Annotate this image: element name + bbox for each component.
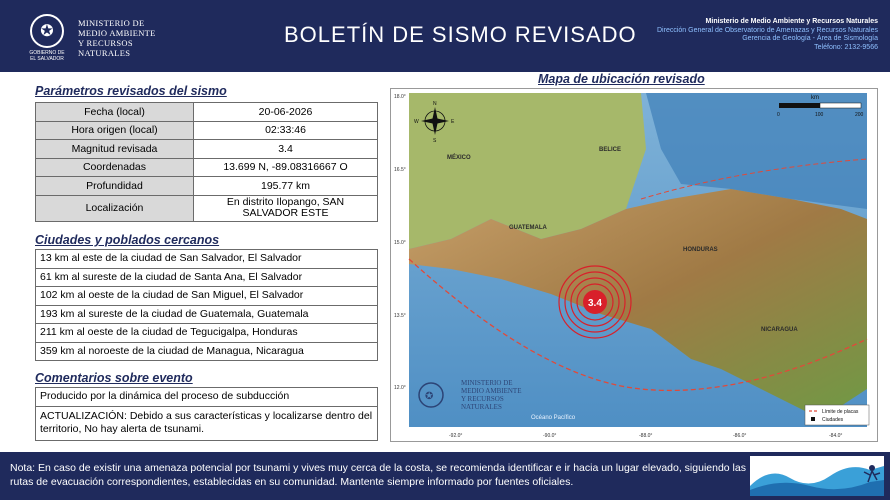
param-value: 195.77 km	[194, 177, 378, 196]
agency-info	[657, 18, 878, 52]
table-row	[36, 103, 378, 122]
comments-section-title: Comentarios sobre evento	[35, 371, 193, 385]
comment-update: ACTUALIZACIÓN: Debido a sus características y localizarse dentro del territorio, No hay alerta de tsunami.	[36, 407, 377, 441]
page-title: BOLETÍN DE SISMO REVISADO	[284, 22, 637, 47]
city-symbol-icon	[811, 417, 815, 421]
param-key: Fecha (local)	[36, 103, 194, 122]
param-key: Coordenadas	[36, 158, 194, 177]
list-item: 211 km al oeste de la ciudad de Tegucigalpa, Honduras	[36, 324, 377, 343]
country-label: HONDURAS	[683, 247, 718, 253]
lat-label: 16.5°	[394, 167, 406, 173]
ministry-line-2: MEDIO AMBIENTE	[78, 28, 156, 38]
list-item: 102 km al oeste de la ciudad de San Miguel, El Salvador	[36, 287, 377, 306]
compass-n: N	[433, 101, 437, 107]
table-row	[36, 140, 378, 159]
lat-label: 12.0°	[394, 385, 406, 391]
agency-line-1: Ministerio de Medio Ambiente y Recursos Naturales	[705, 18, 878, 25]
country-label: GUATEMALA	[509, 225, 547, 231]
location-map	[390, 88, 878, 442]
lon-label: -92.0°	[449, 433, 463, 439]
comment-line: Producido por la dinámica del proceso de subducción	[36, 388, 377, 407]
agency-line-2: Dirección General de Observatorio de Amenazas y Recursos Naturales	[657, 26, 878, 34]
table-row	[36, 177, 378, 196]
cities-list	[35, 249, 378, 361]
lat-label: 13.5°	[394, 313, 406, 319]
scale-unit: km	[811, 95, 819, 101]
table-row	[36, 121, 378, 140]
params-table	[35, 102, 378, 222]
watermark-line-3: Y RECURSOS	[461, 395, 504, 403]
compass-s: S	[433, 138, 437, 144]
param-value: 02:33:46	[194, 121, 378, 140]
map-svg	[391, 89, 877, 441]
lon-label: -84.0°	[829, 433, 843, 439]
lon-label: -86.0°	[733, 433, 747, 439]
watermark-line-1: MINISTERIO DE	[461, 379, 513, 387]
param-key: Localización	[36, 195, 194, 221]
list-item: 193 km al sureste de la ciudad de Guatemala, Guatemala	[36, 306, 377, 325]
agency-line-3: Gerencia de Geología - Área de Sismología	[742, 35, 878, 42]
footer-bar	[0, 452, 890, 500]
map-title: Mapa de ubicación revisado	[538, 72, 705, 86]
tsunami-wave-icon	[750, 456, 884, 496]
country-label: BELICE	[599, 147, 622, 153]
agency-line-4: Teléfono: 2132-9566	[814, 43, 878, 51]
legend-plates: Límite de placas	[822, 409, 859, 415]
government-label	[22, 50, 72, 62]
list-item: 359 km al noroeste de la ciudad de Managua, Nicaragua	[36, 343, 377, 362]
comments-list	[35, 387, 378, 441]
country-label: NICARAGUA	[761, 327, 798, 333]
watermark-line-4: NATURALES	[461, 403, 502, 411]
param-value: 3.4	[194, 140, 378, 159]
gov-line-1: GOBIERNO DE	[29, 50, 65, 56]
country-label: MÉXICO	[447, 155, 471, 161]
gov-line-2: EL SALVADOR	[30, 56, 64, 62]
ministry-line-3: Y RECURSOS	[78, 38, 133, 48]
map-legend	[805, 405, 869, 425]
lat-label: 18.0°	[394, 94, 406, 100]
scale-tick: 200	[855, 112, 864, 118]
list-item: 61 km al sureste de la ciudad de Santa Ana, El Salvador	[36, 269, 377, 288]
ocean-label: Océano Pacífico	[531, 415, 576, 421]
table-row	[36, 158, 378, 177]
params-section-title: Parámetros revisados del sismo	[35, 84, 227, 98]
compass-w: W	[414, 119, 419, 125]
param-value: 20-06-2026	[194, 103, 378, 122]
table-row	[36, 195, 378, 221]
legend-cities: Ciudades	[822, 417, 844, 423]
compass-e: E	[451, 119, 455, 125]
svg-text:✪: ✪	[425, 391, 434, 402]
ministry-line-4: NATURALES	[78, 48, 131, 58]
lat-label: 15.0°	[394, 240, 406, 246]
cities-section-title: Ciudades y poblados cercanos	[35, 233, 220, 247]
ministry-line-1: MINISTERIO DE	[78, 18, 145, 28]
param-key: Hora origen (local)	[36, 121, 194, 140]
list-item: 13 km al este de la ciudad de San Salvador, El Salvador	[36, 250, 377, 269]
government-seal-icon: ✪	[30, 14, 64, 48]
scale-tick: 100	[815, 112, 824, 118]
watermark-line-2: MEDIO AMBIENTE	[461, 387, 522, 395]
param-key: Magnitud revisada	[36, 140, 194, 159]
param-value: En distrito Ilopango, SAN SALVADOR ESTE	[194, 195, 378, 221]
lon-label: -90.0°	[543, 433, 557, 439]
magnitude-label: 3.4	[588, 298, 602, 309]
ministry-name	[78, 18, 156, 58]
header-bar	[0, 0, 890, 72]
lon-label: -88.0°	[639, 433, 653, 439]
tsunami-note: Nota: En caso de existir una amenaza potencial por tsunami y vives muy cerca de la costa, se recomienda identificar e ir hacia un lugar elevado, siguiendo las rutas de evacuación correspondientes, establecidas en su comunidad. Mantente siempre informado por fuentes oficiales.	[10, 462, 746, 488]
param-value: 13.699 N, -89.08316667 O	[194, 158, 378, 177]
scale-tick: 0	[777, 112, 780, 118]
param-key: Profundidad	[36, 177, 194, 196]
